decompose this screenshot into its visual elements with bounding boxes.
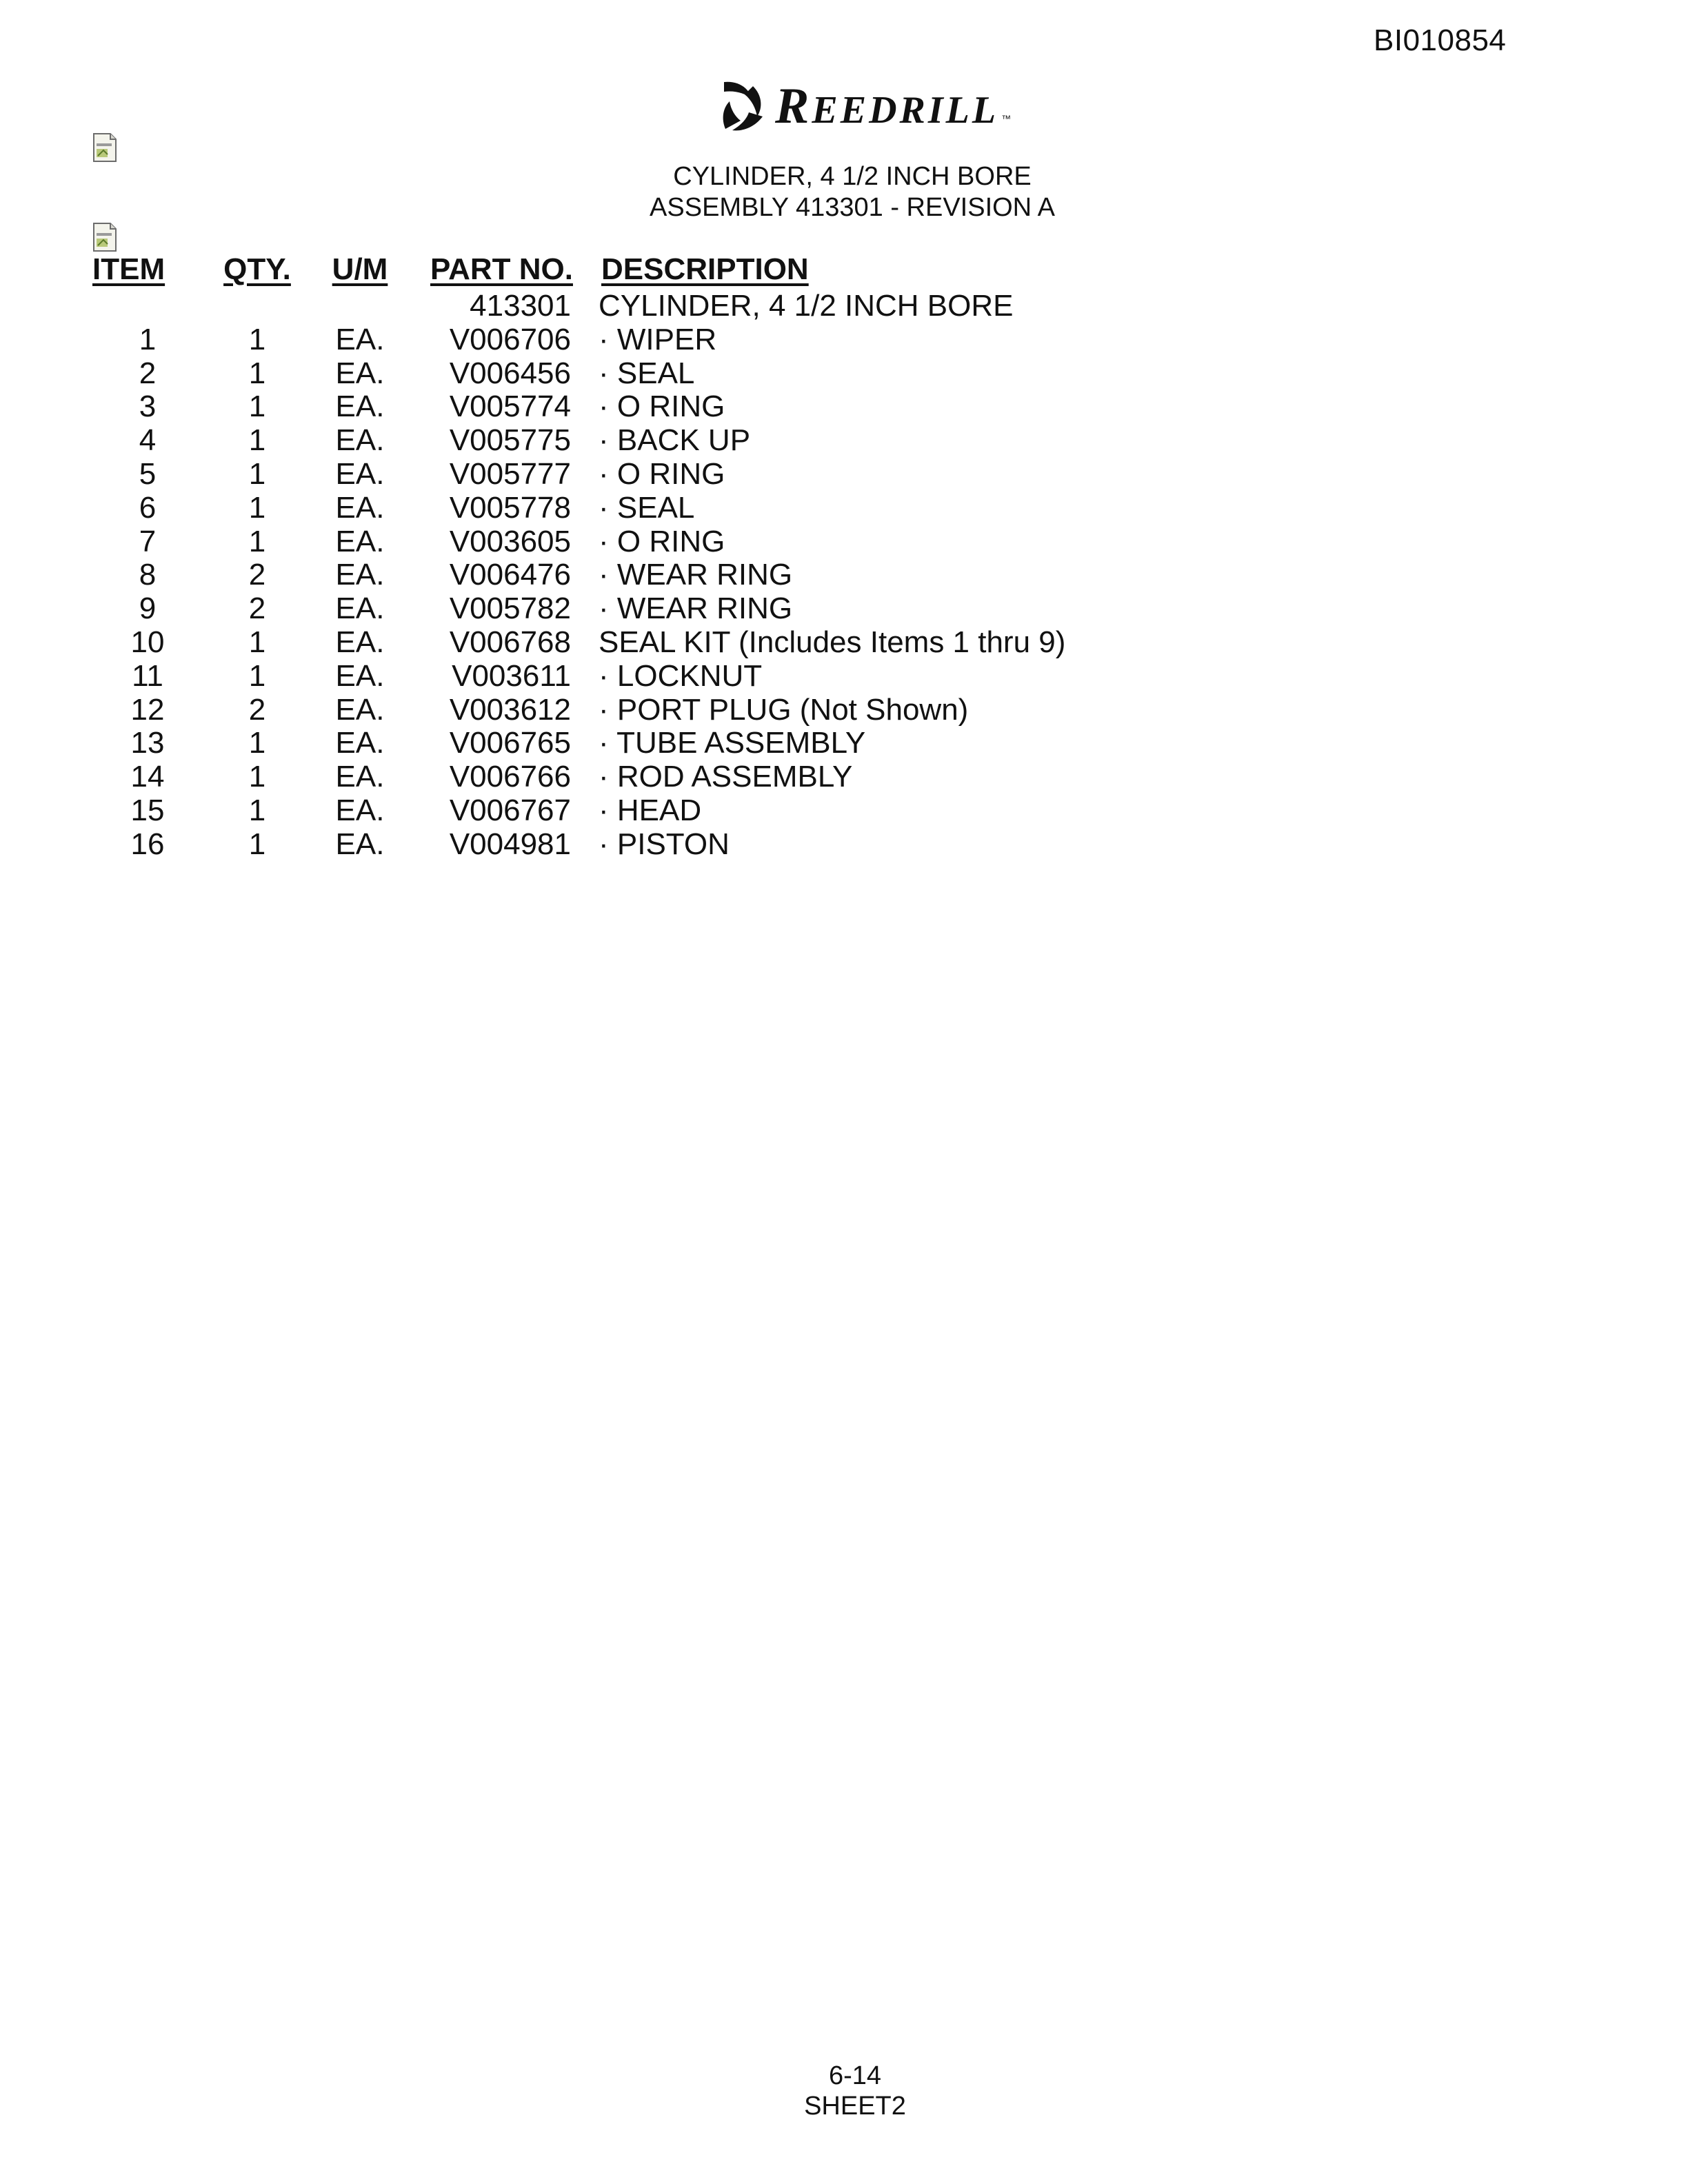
table-row bbox=[92, 390, 1065, 424]
table-row bbox=[92, 760, 1065, 794]
logo-wordmark: REEDRILL bbox=[775, 78, 999, 134]
header-part-no: PART NO. bbox=[430, 252, 573, 286]
cell-item: 9 bbox=[139, 592, 157, 626]
cell-part-no: V006767 bbox=[449, 793, 571, 827]
cell-qty: 1 bbox=[248, 423, 266, 458]
cell-um: EA. bbox=[335, 390, 385, 424]
cell-part-no: V003612 bbox=[449, 692, 571, 727]
table-row bbox=[92, 660, 1065, 694]
cell-description: · PORT PLUG (Not Shown) bbox=[599, 692, 969, 727]
cell-um: EA. bbox=[335, 760, 385, 794]
cell-um: EA. bbox=[335, 490, 385, 525]
cell-description: · WEAR RING bbox=[599, 592, 793, 626]
header-item: ITEM bbox=[92, 252, 165, 286]
cell-item: 13 bbox=[130, 726, 165, 760]
cell-qty: 2 bbox=[248, 558, 266, 592]
cell-part-no: V004981 bbox=[449, 827, 571, 861]
reedrill-spiral-icon bbox=[717, 78, 771, 134]
cell-part-no: V006766 bbox=[449, 760, 571, 794]
table-header-row bbox=[92, 250, 1065, 290]
cell-qty: 1 bbox=[248, 760, 266, 794]
page-number: 6-14 bbox=[828, 2061, 882, 2090]
table-row bbox=[92, 492, 1065, 525]
cell-part-no: V003605 bbox=[449, 524, 571, 558]
parts-list-table bbox=[92, 250, 1065, 862]
cell-description: · SEAL bbox=[599, 490, 695, 525]
cell-qty: 1 bbox=[248, 322, 266, 356]
cell-part-no: V006768 bbox=[449, 625, 571, 659]
cell-qty: 1 bbox=[248, 827, 266, 861]
cell-item: 2 bbox=[139, 356, 157, 390]
cell-item: 16 bbox=[130, 827, 165, 861]
cell-description: · HEAD bbox=[599, 793, 702, 827]
cell-part-no: V003611 bbox=[452, 658, 571, 693]
cell-part-no: V006765 bbox=[449, 726, 571, 760]
cell-part-no: V006706 bbox=[449, 322, 571, 356]
cell-qty: 2 bbox=[248, 592, 266, 626]
cell-part-no: V006456 bbox=[449, 356, 571, 390]
cell-description: · O RING bbox=[599, 524, 725, 558]
cell-qty bbox=[203, 290, 312, 323]
header-um: U/M bbox=[332, 252, 388, 286]
cell-um: EA. bbox=[335, 726, 385, 760]
cell-qty: 1 bbox=[248, 793, 266, 827]
table-row bbox=[92, 727, 1065, 760]
cell-item: 10 bbox=[130, 625, 165, 659]
cell-description: · ROD ASSEMBLY bbox=[599, 760, 853, 794]
cell-qty: 1 bbox=[248, 625, 266, 659]
cell-description: · WIPER bbox=[599, 322, 717, 356]
sheet-label: SHEET2 bbox=[804, 2092, 906, 2121]
cell-item: 4 bbox=[139, 423, 157, 458]
cell-um: EA. bbox=[335, 558, 385, 592]
cell-description: CYLINDER, 4 1/2 INCH BORE bbox=[599, 289, 1014, 323]
cell-qty: 1 bbox=[248, 390, 266, 424]
cell-item: 11 bbox=[132, 658, 163, 693]
cell-description: · SEAL bbox=[599, 356, 695, 390]
table-row bbox=[92, 357, 1065, 391]
cell-item: 14 bbox=[130, 760, 165, 794]
cell-part-no: V005782 bbox=[449, 592, 571, 626]
cell-um: EA. bbox=[335, 658, 385, 693]
document-icon bbox=[91, 222, 119, 252]
table-row bbox=[92, 828, 1065, 862]
cell-description: SEAL KIT (Includes Items 1 thru 9) bbox=[599, 625, 1066, 659]
cell-item bbox=[92, 290, 203, 323]
assembly-title: CYLINDER, 4 1/2 INCH BORE bbox=[673, 162, 1032, 191]
cell-um: EA. bbox=[335, 827, 385, 861]
cell-item: 7 bbox=[139, 524, 157, 558]
table-row bbox=[92, 592, 1065, 626]
cell-um: EA. bbox=[335, 322, 385, 356]
cell-um: EA. bbox=[335, 793, 385, 827]
cell-item: 5 bbox=[139, 456, 157, 491]
document-id: BI010854 bbox=[1374, 23, 1507, 57]
cell-item: 6 bbox=[139, 490, 157, 525]
cell-description: · O RING bbox=[599, 456, 725, 491]
cell-um: EA. bbox=[335, 456, 385, 491]
table-row bbox=[92, 558, 1065, 592]
table-row bbox=[92, 290, 1065, 323]
cell-um: EA. bbox=[335, 592, 385, 626]
table-row bbox=[92, 694, 1065, 727]
cell-item: 1 bbox=[139, 322, 157, 356]
table-row bbox=[92, 794, 1065, 828]
assembly-subtitle: ASSEMBLY 413301 - REVISION A bbox=[650, 193, 1055, 222]
cell-description: · WEAR RING bbox=[599, 558, 793, 592]
document-icon bbox=[91, 132, 119, 163]
cell-um: EA. bbox=[335, 524, 385, 558]
header-qty: QTY. bbox=[223, 252, 291, 286]
cell-um: EA. bbox=[335, 356, 385, 390]
cell-item: 8 bbox=[139, 558, 157, 592]
cell-item: 3 bbox=[139, 390, 157, 424]
cell-um bbox=[312, 290, 408, 323]
cell-qty: 1 bbox=[248, 658, 266, 693]
cell-qty: 1 bbox=[248, 456, 266, 491]
cell-item: 15 bbox=[130, 793, 165, 827]
cell-description: · O RING bbox=[599, 390, 725, 424]
cell-part-no: V005778 bbox=[449, 490, 571, 525]
cell-qty: 1 bbox=[248, 726, 266, 760]
cell-qty: 1 bbox=[248, 356, 266, 390]
logo-trademark: ™ bbox=[1001, 113, 1012, 124]
cell-item: 12 bbox=[130, 692, 165, 727]
cell-part-no: 413301 bbox=[470, 289, 571, 323]
reedrill-logo bbox=[717, 74, 1011, 138]
table-row bbox=[92, 323, 1065, 357]
cell-description: · LOCKNUT bbox=[599, 658, 763, 693]
header-description: DESCRIPTION bbox=[601, 252, 809, 286]
cell-um: EA. bbox=[335, 423, 385, 458]
cell-qty: 1 bbox=[248, 524, 266, 558]
cell-description: · PISTON bbox=[599, 827, 730, 861]
cell-qty: 1 bbox=[248, 490, 266, 525]
cell-part-no: V005775 bbox=[449, 423, 571, 458]
cell-um: EA. bbox=[335, 692, 385, 727]
table-row bbox=[92, 458, 1065, 492]
cell-description: · TUBE ASSEMBLY bbox=[599, 726, 866, 760]
cell-part-no: V005774 bbox=[449, 390, 571, 424]
cell-part-no: V006476 bbox=[449, 558, 571, 592]
table-row bbox=[92, 525, 1065, 559]
cell-description: · BACK UP bbox=[599, 423, 751, 458]
cell-um: EA. bbox=[335, 625, 385, 659]
cell-part-no: V005777 bbox=[449, 456, 571, 491]
table-row bbox=[92, 424, 1065, 458]
cell-qty: 2 bbox=[248, 692, 266, 727]
table-row bbox=[92, 626, 1065, 660]
